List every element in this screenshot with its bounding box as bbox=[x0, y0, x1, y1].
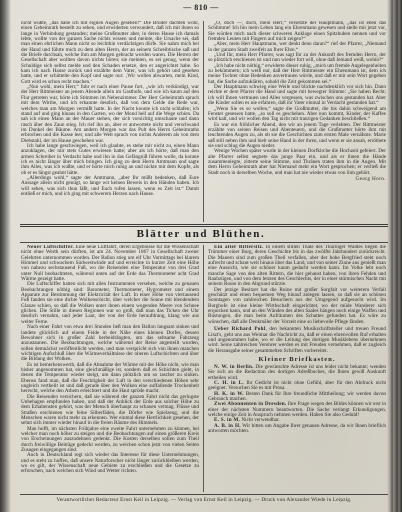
item-paragraph bbox=[208, 245, 386, 288]
column-divider bbox=[203, 21, 204, 222]
story-paragraph: nicht wußte, „das habe ich mit eignen Augen gesehen!“ Die Brüder dachten wohl, einen Geheimrath bestellt zu sehen, und erwiderten verwundert, daß ich mit ihnen so lange in Verbindung gestanden; meine Großmutter aber, in deren Hause ich damals lebte, wollte von der ganzen Sache nichts wissen und meinte, die Ursache sei, daß man einen ehrlichen Mann nicht so leichthin verdächtigen dürfe. Sie nahm mich bei der Hand und führte mich zu dem alten Herrn, der an seinem Schreibtische saß und die Briefe durchsah, welche ihm am Morgen gebracht worden waren. Die Herren der Gesellschaft aber wollten davon nichts hören; sie meinten, es sei genug, wenn der Schuldige sich selbst melde und den Schaden ersetze, den er angerichtet habe. So kam ich nach Hause zurück und erzählte dem Vater, was ich gehört und gesehen hatte, und er schüttelte den Kopf und sagte nur: ‚Wir wollen abwarten, mein Kind, Gott wird es schon recht machen.‘ bbox=[21, 21, 199, 85]
entry-lead: E. S. in M. bbox=[214, 417, 241, 424]
entry-text: Ihr Gedicht ist nicht ohne Gefühl, aber für den Abdruck nicht geeignet. Versuchen Sie es mit Prosa. bbox=[208, 379, 386, 392]
item-paragraph: Die Luftschiffer hatten sich mit allen Instrumenten versehen, welche zu genauen Beobachtungen nöthig sind: Barometer, Thermometer, Hygrometer und einem Apparate zur Bestimmung der Elektricität der Luft. In einer Höhe von viertausend Fuß fanden sie eine dichte Wolkenschicht, über welcher die Sonne mit blendendem Glanze schien, so daß die Wolken unter ihnen einem wogenden Meere von Schnee glichen. Die Stille in diesen Regionen war so groß, daß man das Ticken der Uhr deutlich vernahm, und jeder Laut, der von der Erde heraufdrang, klang wie aus weiter Ferne. bbox=[21, 281, 199, 325]
item-lead: Ein alter Rittersitz. bbox=[214, 245, 264, 250]
briefkasten-entry bbox=[208, 365, 386, 381]
item-paragraph: Der jetzige Besitzer hat die Ruine mit großer Sorgfalt vor weiterem Verfall geschützt und einen bequemen Weg hinauf anlegen lassen, so daß sie an schönen Sonntagen von zahlreichen Besuchern aus der Umgegend aufgesucht wird. Im Burghofe ist eine kleine Wirthschaft eingerichtet, wo der müde Wanderer sich erquicken kann, und an den Wänden des alten Saales hängen noch einige Waffen und Rüstungen, die man beim Aufräumen des Schuttes gefunden hat. Es wäre zu wünschen, daß alle Denkmäler der Vorzeit eine so liebevolle Pflege fänden. bbox=[208, 286, 386, 325]
briefkasten-entry bbox=[208, 424, 386, 435]
entry-text: Nicht verwendbar. bbox=[240, 417, 280, 424]
section-column-left bbox=[21, 245, 199, 492]
story-paragraph: „Nun wohl, mein Herr,“ fuhr er nach einer Pause fort, „wie ich verkündigt, war der Herr Rittmeister an jenem Abende allein im Gasthofe, und wie ich kaum auf den Flur getreten war, hörte ich Stimmen im Nebenzimmer. Der Herr Geheimrath sprach mit dem Wirthe, und ich erkannte deutlich, daß von dem Gelde die Rede war, welches man am Morgen vermißt hatte. In der Nacht konnte ich nicht schlafen; ich stand auf und ging hinaus in den Garten, wo der Mond hell auf die Wege schien. Da sah ich einen Mann an der Mauer stehen, der sich vorsichtig umschaute und dann rasch über den Zaun stieg. Ich rief ihn an, aber er antwortete nicht und verschwand im Dunkel der Bäume. Am andern Morgen war das Pult des Herrn Geheimraths erbrochen und die Kasse leer, und alle Welt sprach von nichts Anderem als von dem Diebstahl, der im Hause geschehen war. bbox=[21, 84, 199, 144]
entry-lead: Zwei Abonnenten in Dresden. bbox=[214, 401, 287, 408]
item-lead: Ueber Richard Pohl bbox=[214, 326, 266, 333]
item-paragraph bbox=[208, 327, 386, 354]
item-paragraph: Es ist bemerkenswerth, daß die Abnahme der Wärme mit der Höhe nicht, wie man bisher angenommen hat, eine gleichmäßige ist, sondern daß es Schichten giebt, in denen die Temperatur wieder steigt, um dann plötzlich um so rascher zu sinken. Ebenso fand man, daß die Feuchtigkeit der Luft in den verschiedenen Höhen sehr ungleich vertheilt ist und daß gerade über den Wolken eine auffallende Trockenheit herrscht, welche den Athem erleichtert und die Haut spröde macht. bbox=[21, 361, 199, 395]
item-paragraph: Man hofft, im nächsten Frühjahre eine zweite Fahrt unternehmen zu können, bei welcher man noch höher zu steigen und die Beobachtungen auf einen größeren Kreis von Erscheinungen auszudehnen gedenkt. Die Kosten derselben sollen zum Theil durch freiwillige Beiträge gedeckt werden, zu welchen schon jetzt von vielen Seiten Zusagen eingegangen sind. bbox=[21, 425, 199, 454]
item-paragraph bbox=[21, 245, 199, 282]
story-paragraph: Ich habe lange geschwiegen, weil ich glaubte, es stehe mir nicht zu, einen Mann anzuklagen, der mir stets Gutes erwiesen hatte; aber als ich hörte, daß man den armen Schreiber in Verdacht habe und ihn in das Gefängniß führen wolle, da konnte ich es nicht länger über mich bringen. Ich ging zu dem Herrn Amtmann und sagte ihm Alles, was ich wußte, und er hörte mich ruhig an und nickte mit dem Kopfe, als ob er es längst geahnt hätte. bbox=[21, 142, 199, 176]
imprint-footer: Verantwortlicher Redacteur Ernst Keil in Leipzig. — Verlag von Ernst Keil in Leipzig. — Druck von Alexander Wiede in Leipzig. bbox=[56, 497, 352, 503]
story-paragraph: Wenige Wochen später wurde in der kleinen Dorfkirche die Hochzeit gefeiert. Der alte Pfarrer selbst segnete das junge Paar ein, und als er ihnen die Hände zusammenlegte, zitterte seine Stimme, und Thränen traten ihm in die Augen. Mit dem Herrn Geheimrath aber hat Niemand mehr ein Wort gesprochen; er verließ die Stadt noch in derselben Woche, und man hat nie wieder etwas von ihm gehört. bbox=[208, 148, 386, 176]
story-paragraph: „Allerdings wohl,“ sagte der Amtmann, „aber Ihr müßt bedenken, daß Eure Aussage allein nicht genügt, so lange wir keinen Beweis in den Händen haben. Ich will sehen, was sich thun läßt, und Euch rufen lassen, wenn es Zeit ist.“ Damit entließ er mich, und ich ging mit schwerem Herzen nach Hause. bbox=[21, 174, 199, 197]
section-divider bbox=[20, 224, 388, 227]
heading-rule bbox=[20, 242, 388, 243]
story-column-left bbox=[21, 21, 199, 222]
briefkasten-entry bbox=[208, 402, 386, 418]
story-paragraph: „Ich habe nicht nöthig,“ erwiderte dieser ruhig, „mich um fremde Angelegenheiten zu bekümmern; ich weiß nur, daß der Herr Rittmeister ein Ehrenmann ist, dem ich meine Tochter ohne Bedenken anvertrauen würde, und daß er mir sein Wort gegeben hat, die Sache aufzuklären, sobald die Zeit gekommen sei.“ bbox=[208, 62, 386, 85]
section-column-right bbox=[208, 245, 386, 492]
briefkasten-heading: Kleiner Briefkasten. bbox=[258, 355, 336, 363]
story-paragraph: Es war ein fröhlicher Abend, den wir an jenem Tage verlebten. Der Rittmeister erzählte von seinen Reisen und Abenteuern, und die Großmutter hörte ihm mit leuchtenden Augen zu, als ob sie die Geschichten zum ersten Male vernähme. Marie saß still neben ihm und hielt seine Hand in der ihren, und wenn er sie ansah, erröthete sie und schlug die Augen nieder. bbox=[208, 121, 386, 149]
item-paragraph: Nach einer Fahrt von etwa drei Stunden ließ man den Ballon langsam sinken und landete glücklich auf einem Felde in der Nähe eines kleinen Dorfes, dessen Bewohner sich in großer Zahl herbeidrängten, um das seltsame Fahrzeug anzustaunen. Die Beobachtungen, welche während der Reise angestellt wurden, sollen demnächst veröffentlicht werden, und man verspricht sich von ihnen manchen wichtigen Aufschluß über die Wärmeverhältnisse der oberen Luftschichten und über die Bildung der Wolken. bbox=[21, 324, 199, 363]
section-heading: Blätter und Blüthen. bbox=[136, 228, 266, 240]
item-text: In einem stillen Thale des Thüringer Waldes liegen die Trümmer einer Burg, deren Geschichte bis in das zwölfte Jahrhundert zurückreicht. Die Mauern sind zum großen Theil verfallen, aber der hohe Bergfried steht noch aufrecht und schaut weit hinaus über das Land, und von seiner Zinne aus genießt man eine Aussicht, wie sie schöner kaum gedacht werden kann. Im Volke lebt noch manche Sage von den alten Rittern, die hier gehaust haben, von ihren Fehden und Raubzügen, und von dem letzten des Geschlechts, der in einer stürmischen Nacht mit seinem Rosse in den Abgrund stürzte. bbox=[208, 245, 386, 288]
scan-edge-left bbox=[0, 0, 11, 512]
item-paragraph: Die Reisenden versichern, daß sie während der ganzen Fahrt nicht das geringste Unbehagen empfunden haben, und daß der Anblick der Erde aus solcher Höhe zu dem Erhabensten gehört, was der Mensch überhaupt zu schauen vermag. Flüsse und Straßen erschienen wie feine Silberfäden, die Dörfer wie Spielzeug, und die Menschen waren nicht mehr zu erkennen. Wer einmal diese Herrlichkeit gesehen, der sehnt sich immer wieder hinauf in die freien Räume des Himmels. bbox=[21, 393, 199, 427]
entry-lead: N. W. in Berlin. bbox=[214, 363, 254, 370]
entry-text: Ihre Frage wegen des Bildes können wir erst in einer der nächsten Nummern beantworten. Die Sache verlangt Erkundigungen, welche einige Zeit in Anspruch nehmen werden. Haben Sie also Geduld! bbox=[208, 401, 386, 418]
scan-edge-right bbox=[387, 0, 402, 512]
entry-text: Die gewünschte Adresse ist uns leider nicht bekannt; wenden Sie sich an die Redaction des dortigen Adreßbuches, die Ihnen gewiß Auskunft ertheilen wird. bbox=[208, 363, 386, 381]
entry-lead: H. K. in W. bbox=[214, 390, 244, 397]
story-paragraph: „Wenn Sie es so wollen,“ sagte die Großmutter, die bis dahin schweigend am Fenster gesessen hatte, „so soll es geschehen. Aber nun kommt, Kinder, der Kaffee wird kalt, und wir wollen den Tag nicht mit traurigen Gedanken beschließen.“ bbox=[208, 105, 386, 123]
item-text: , den bekannten Musikschriftsteller und treuen Freund Liszt's, geht uns aus Weimar die Nachricht zu, daß er einen ehrenvollen Ruf erhalten und angenommen habe, wo er die Leitung des dortigen Musiklebens übernehmen wird. Seine zahlreichen Verehrer werden es mit Freuden vernehmen, daß er zugleich die Herausgabe seiner gesammelten Schriften vorbereitet. bbox=[208, 326, 386, 354]
story-paragraph: „O, doch —, doch, mein Herr,“ versetzte der Hauptmann, „das ist eben das Schlimme! Ich bin mein Leben lang ein Ehrenmann gewesen und stelle mir jetzt vor, Sie würden mich nach dieser schweren Anklage einen Spitzbuben nennen und vor fremden Leuten mit Fingern auf mich zeigen?“ bbox=[208, 21, 386, 43]
story-paragraph: „Und Ihr, mein Herr Pfarrer, was sagt Ihr zu der Ankunft des fremden Herrn, der so plötzlich erschienen ist und nun wieder fort will, ohne daß Jemand weiß, wohin?“ bbox=[208, 52, 386, 64]
page-number: — 810 — bbox=[183, 3, 219, 12]
story-column-right bbox=[208, 21, 386, 222]
item-lead: Neuer Luftschiffer. bbox=[27, 245, 74, 250]
story-paragraph: Der Hauptmann schwieg eine Weile und blickte nachdenklich vor sich hin. Dann reichte er dem Pfarrer die Hand und sagte mit bewegter Stimme: „Sie haben Recht; ich will Ihnen vertrauen und Alles vergessen, was zwischen uns gestanden hat. Aber die Kinder sollen es nie erfahren, daß ihr Vater einmal in Verdacht gestanden hat.“ bbox=[208, 84, 386, 107]
entry-lead: A. B. in H. bbox=[214, 422, 241, 429]
story-paragraph: „Aber, mein Herr Hauptmann, wer denkt denn daran?“ rief der Pfarrer, „Niemand in der ganzen Stadt zweifelt an Ihrer Ehre.“ bbox=[208, 41, 386, 53]
entry-lead: C. H. in L. bbox=[214, 379, 244, 386]
column-divider bbox=[203, 245, 204, 492]
item-paragraph: Auch in Deutschland regt sich wieder das Interesse für diese Unternehmungen, und es steht zu hoffen, daß unsere Naturforscher nicht länger zurückbleiben werden, wo es gilt, der Wissenschaft neue Gebiete zu erschließen und die Gesetze zu erforschen, nach welchen sich Wind und Wetter richten. bbox=[21, 452, 199, 475]
footer-rule bbox=[20, 494, 388, 495]
entry-text: Wir bitten um Angabe Ihrer genauen Adresse, da wir Ihnen brieflich antworten möchten. bbox=[208, 422, 386, 434]
story-author: Georg Horn. bbox=[355, 175, 386, 182]
item-text: Eine neue Luftfahrt, deren Ergebnisse für die Wissenschaft nicht ohne Werth sein dürften, ist am 24. November 1867 in Gesellschaft zweier Gelehrten unternommen worden. Der Ballon stieg um elf Uhr Vormittags bei klarem Himmel und schwachem Südwestwinde auf und erreichte in kurzer Zeit eine Höhe von nahezu sechstausend Fuß, wo die Reisenden eine Temperatur von drei Grad unter Null beobachteten, während unten auf der Erde das Thermometer acht Grad Wärme gezeigt hatte. bbox=[21, 245, 199, 283]
entry-text: Besten Dank für Ihre freundliche Mittheilung; wir werden davon Gebrauch machen. bbox=[208, 390, 386, 402]
